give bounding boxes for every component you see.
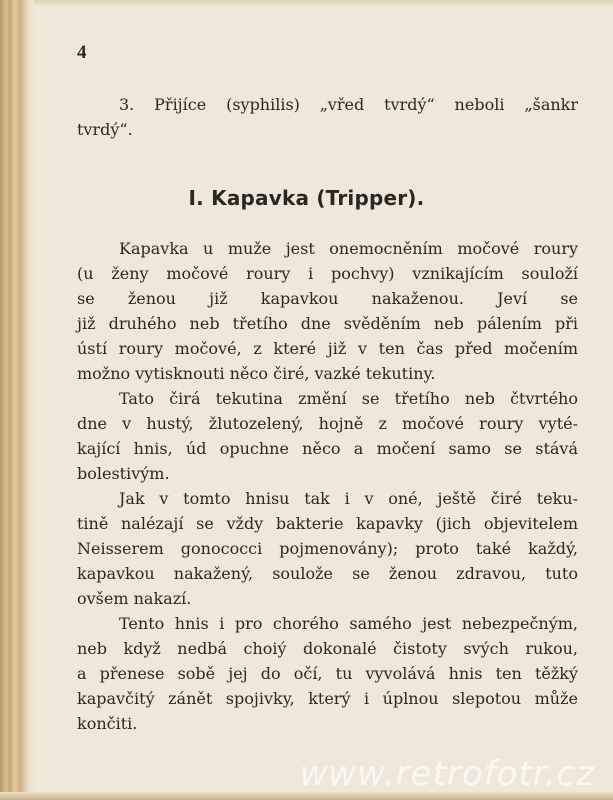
body-line: Tato čirá tekutina změní se třetího neb čtvrtého [119,389,578,408]
intro-line: tvrdý“. [77,120,133,139]
body-text [77,236,578,736]
body-line: Neisserem gonococci pojmenovány); proto také každý, [77,539,578,558]
body-line: kapavčitý zánět spojivky, který i úplnou slepotou může [77,689,578,708]
body-line: Jak v tomto hnisu tak i v oné, ještě čiré teku- [119,489,578,508]
body-line: neb když nedbá choiý dokonalé čistoty svých rukou, [77,639,578,658]
intro-line: 3. Přijíce (syphilis) „vřed tvrdý“ neboli „šankr [119,95,578,114]
body-line: možno vytisknouti něco čiré, vazké tekutiny. [77,364,436,383]
watermark: www.retrofotr.cz [299,754,595,794]
body-line: končiti. [77,714,138,733]
body-line: dne v hustý, žlutozelený, hojně z močové roury vyté- [77,414,578,433]
body-line: kající hnis, úd opuchne něco a močení samo se stává [77,439,578,458]
book-page-edges [0,0,34,800]
body-line: a přenese sobě jej do očí, tu vyvolává hnis ten těžký [77,664,578,683]
page-number: 4 [77,42,87,63]
body-line: již druhého neb třetího dne svěděním neb pálením při [77,314,578,333]
section-heading: I. Kapavka (Tripper). [188,186,425,210]
body-line: se ženou již kapavkou nakaženou. Jeví se [77,289,578,308]
body-line: Kapavka u muže jest onemocněním močové roury [119,239,578,258]
body-line: tině nalézají se vždy bakterie kapavky (jich objevitelem [77,514,578,533]
body-line: ovšem nakazí. [77,589,192,608]
body-line: kapavkou nakažený, soulože se ženou zdravou, tuto [77,564,578,583]
body-line: ústí roury močové, z které již v ten čas před močením [77,339,578,358]
body-line: (u ženy močové roury i pochvy) vznikajícím souloží [77,264,578,283]
intro-paragraph [77,92,578,142]
body-line: Tento hnis i pro chorého samého jest nebezpečným, [119,614,578,633]
body-line: bolestivým. [77,464,170,483]
